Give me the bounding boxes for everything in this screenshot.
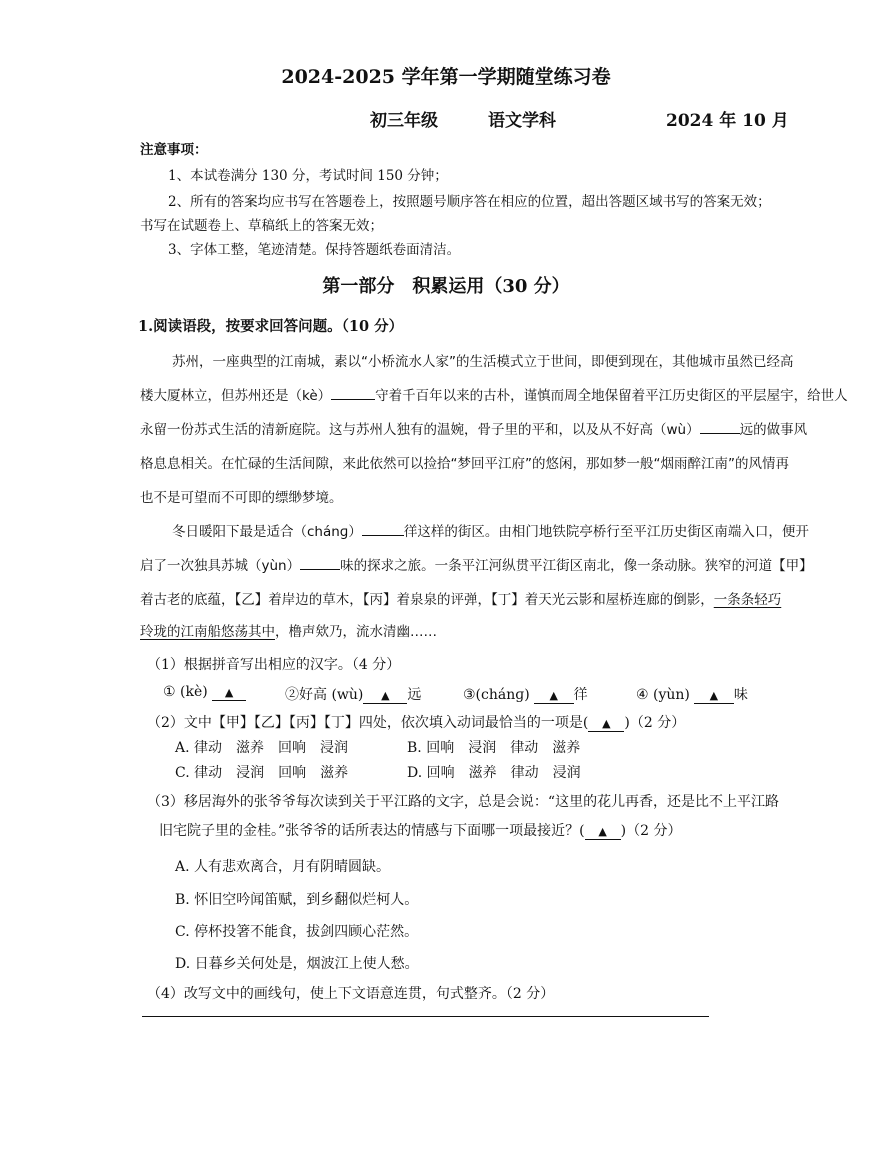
pinyin-item-1: ① (kè) ▲ <box>163 684 246 701</box>
answer-blank <box>588 715 624 732</box>
question-heading: 1.阅读语段，按要求回答问题。（10 分） <box>138 318 404 335</box>
subquestion-3-prompt-cont: 旧宅院子里的金桂。”张爷爷的话所表达的情感与下面哪一项最接近？( ▲ )（2 分） <box>159 823 682 839</box>
answer-blank <box>212 684 246 701</box>
subquestion-3-prompt: （3）移居海外的张爷爷每次读到关于平江路的文字，总是会说：“这里的花儿再香，还是比不上平江路 <box>147 794 780 810</box>
notice-item-2-cont: 书写在试题卷上、草稿纸上的答案无效； <box>140 218 383 234</box>
option-d: D. 回响 滋养 律动 浸润 <box>407 765 581 781</box>
passage-line: 永留一份苏式生活的清新庭院。这与苏州人独有的温婉，骨子里的平和，以及从不好高（wù） 远的做事风 <box>140 422 808 438</box>
triangle-marker: ▲ <box>549 689 558 702</box>
option-c: C. 律动 浸润 回响 滋养 <box>175 765 349 781</box>
option-b: B. 回响 浸润 律动 滋养 <box>407 740 581 756</box>
pinyin-item-2: ②好高 (wù) ▲ 远 <box>285 687 422 703</box>
notice-item-2: 2、所有的答案均应书写在答题卷上，按照题号顺序答在相应的位置，超出答题区域书写的答案无效； <box>168 194 771 210</box>
answer-line <box>142 1016 709 1017</box>
triangle-marker: ▲ <box>598 825 607 838</box>
answer-blank <box>585 823 621 840</box>
passage-line: 启了一次独具苏城（yùn） 味的探求之旅。一条平江河纵贯平江街区南北，像一条动脉。狭窄的河道【甲】 <box>140 558 813 574</box>
notice-item-3: 3、字体工整，笔迹清楚。保持答题纸卷面清洁。 <box>168 242 461 258</box>
notice-item-1: 1、本试卷满分 130 分，考试时间 150 分钟； <box>168 168 448 184</box>
answer-blank <box>534 687 574 704</box>
passage-line: 着古老的底蕴，【乙】着岸边的草木，【丙】着泉泉的评弹，【丁】着天光云影和屋桥连廊的倒影，一条条轻巧 <box>140 592 782 608</box>
answer-blank <box>363 687 407 704</box>
section-title: 第一部分 积累运用（30 分） <box>322 276 570 297</box>
answer-blank <box>300 569 340 570</box>
answer-blank <box>362 535 404 536</box>
answer-blank <box>700 433 740 434</box>
exam-title: 2024-2025 学年第一学期随堂练习卷 <box>281 66 611 88</box>
option-b: B. 怀旧空吟闻笛赋，到乡翻似烂柯人。 <box>175 892 419 908</box>
triangle-marker: ▲ <box>381 689 390 702</box>
triangle-marker: ▲ <box>224 686 234 699</box>
passage-line: 苏州，一座典型的江南城，素以“小桥流水人家”的生活模式立于世间，即便到现在，其他城市虽然已经高 <box>172 354 794 370</box>
option-a: A. 律动 滋养 回响 浸润 <box>175 740 349 756</box>
passage-line: 也不是可望而不可即的缥缈梦境。 <box>140 490 343 506</box>
pinyin-item-3: ③(chánɡ) ▲ 徉 <box>463 687 588 703</box>
subquestion-2-prompt: （2）文中【甲】【乙】【丙】【丁】四处，依次填入动词最恰当的一项是( ▲ )（2 分） <box>147 715 686 731</box>
passage-line: 楼大厦林立，但苏州还是（kè） 守着千百年以来的古朴，谨慎而周全地保留着平江历史街区的平层屋宇，给世人 <box>140 388 848 404</box>
triangle-marker: ▲ <box>709 689 719 702</box>
subject-label: 语文学科 <box>488 111 556 131</box>
passage-line: 玲珑的江南船悠荡其中，橹声欸乃，流水清幽…… <box>140 624 437 640</box>
grade-label: 初三年级 <box>370 111 438 131</box>
option-d: D. 日暮乡关何处是，烟波江上使人愁。 <box>175 956 419 972</box>
pinyin-item-4: ④ (yùn) ▲ 味 <box>636 687 748 703</box>
exam-date: 2024 年 10 月 <box>666 111 789 131</box>
underlined-sentence: 玲珑的江南船悠荡其中 <box>140 624 275 640</box>
subquestion-4-prompt: （4）改写文中的画线句，使上下文语意连贯，句式整齐。（2 分） <box>147 986 555 1002</box>
triangle-marker: ▲ <box>602 717 611 730</box>
option-a: A. 人有悲欢离合，月有阴晴圆缺。 <box>175 859 391 875</box>
passage-line: 冬日暖阳下最是适合（chánɡ） 徉这样的街区。由相门地铁院亭桥行至平江历史街区南端入口，便开 <box>172 524 809 540</box>
notice-heading: 注意事项： <box>140 142 208 158</box>
underlined-sentence: 一条条轻巧 <box>713 592 782 608</box>
answer-blank <box>331 399 375 400</box>
subquestion-1-prompt: （1）根据拼音写出相应的汉字。（4 分） <box>147 657 401 673</box>
answer-blank <box>694 687 734 704</box>
passage-line: 格息息相关。在忙碌的生活间隙，来此依然可以捡拾“梦回平江府”的悠闲，那如梦一般“烟雨醉江南”的风情再 <box>140 456 789 472</box>
option-c: C. 停杯投箸不能食，拔剑四顾心茫然。 <box>175 924 419 940</box>
